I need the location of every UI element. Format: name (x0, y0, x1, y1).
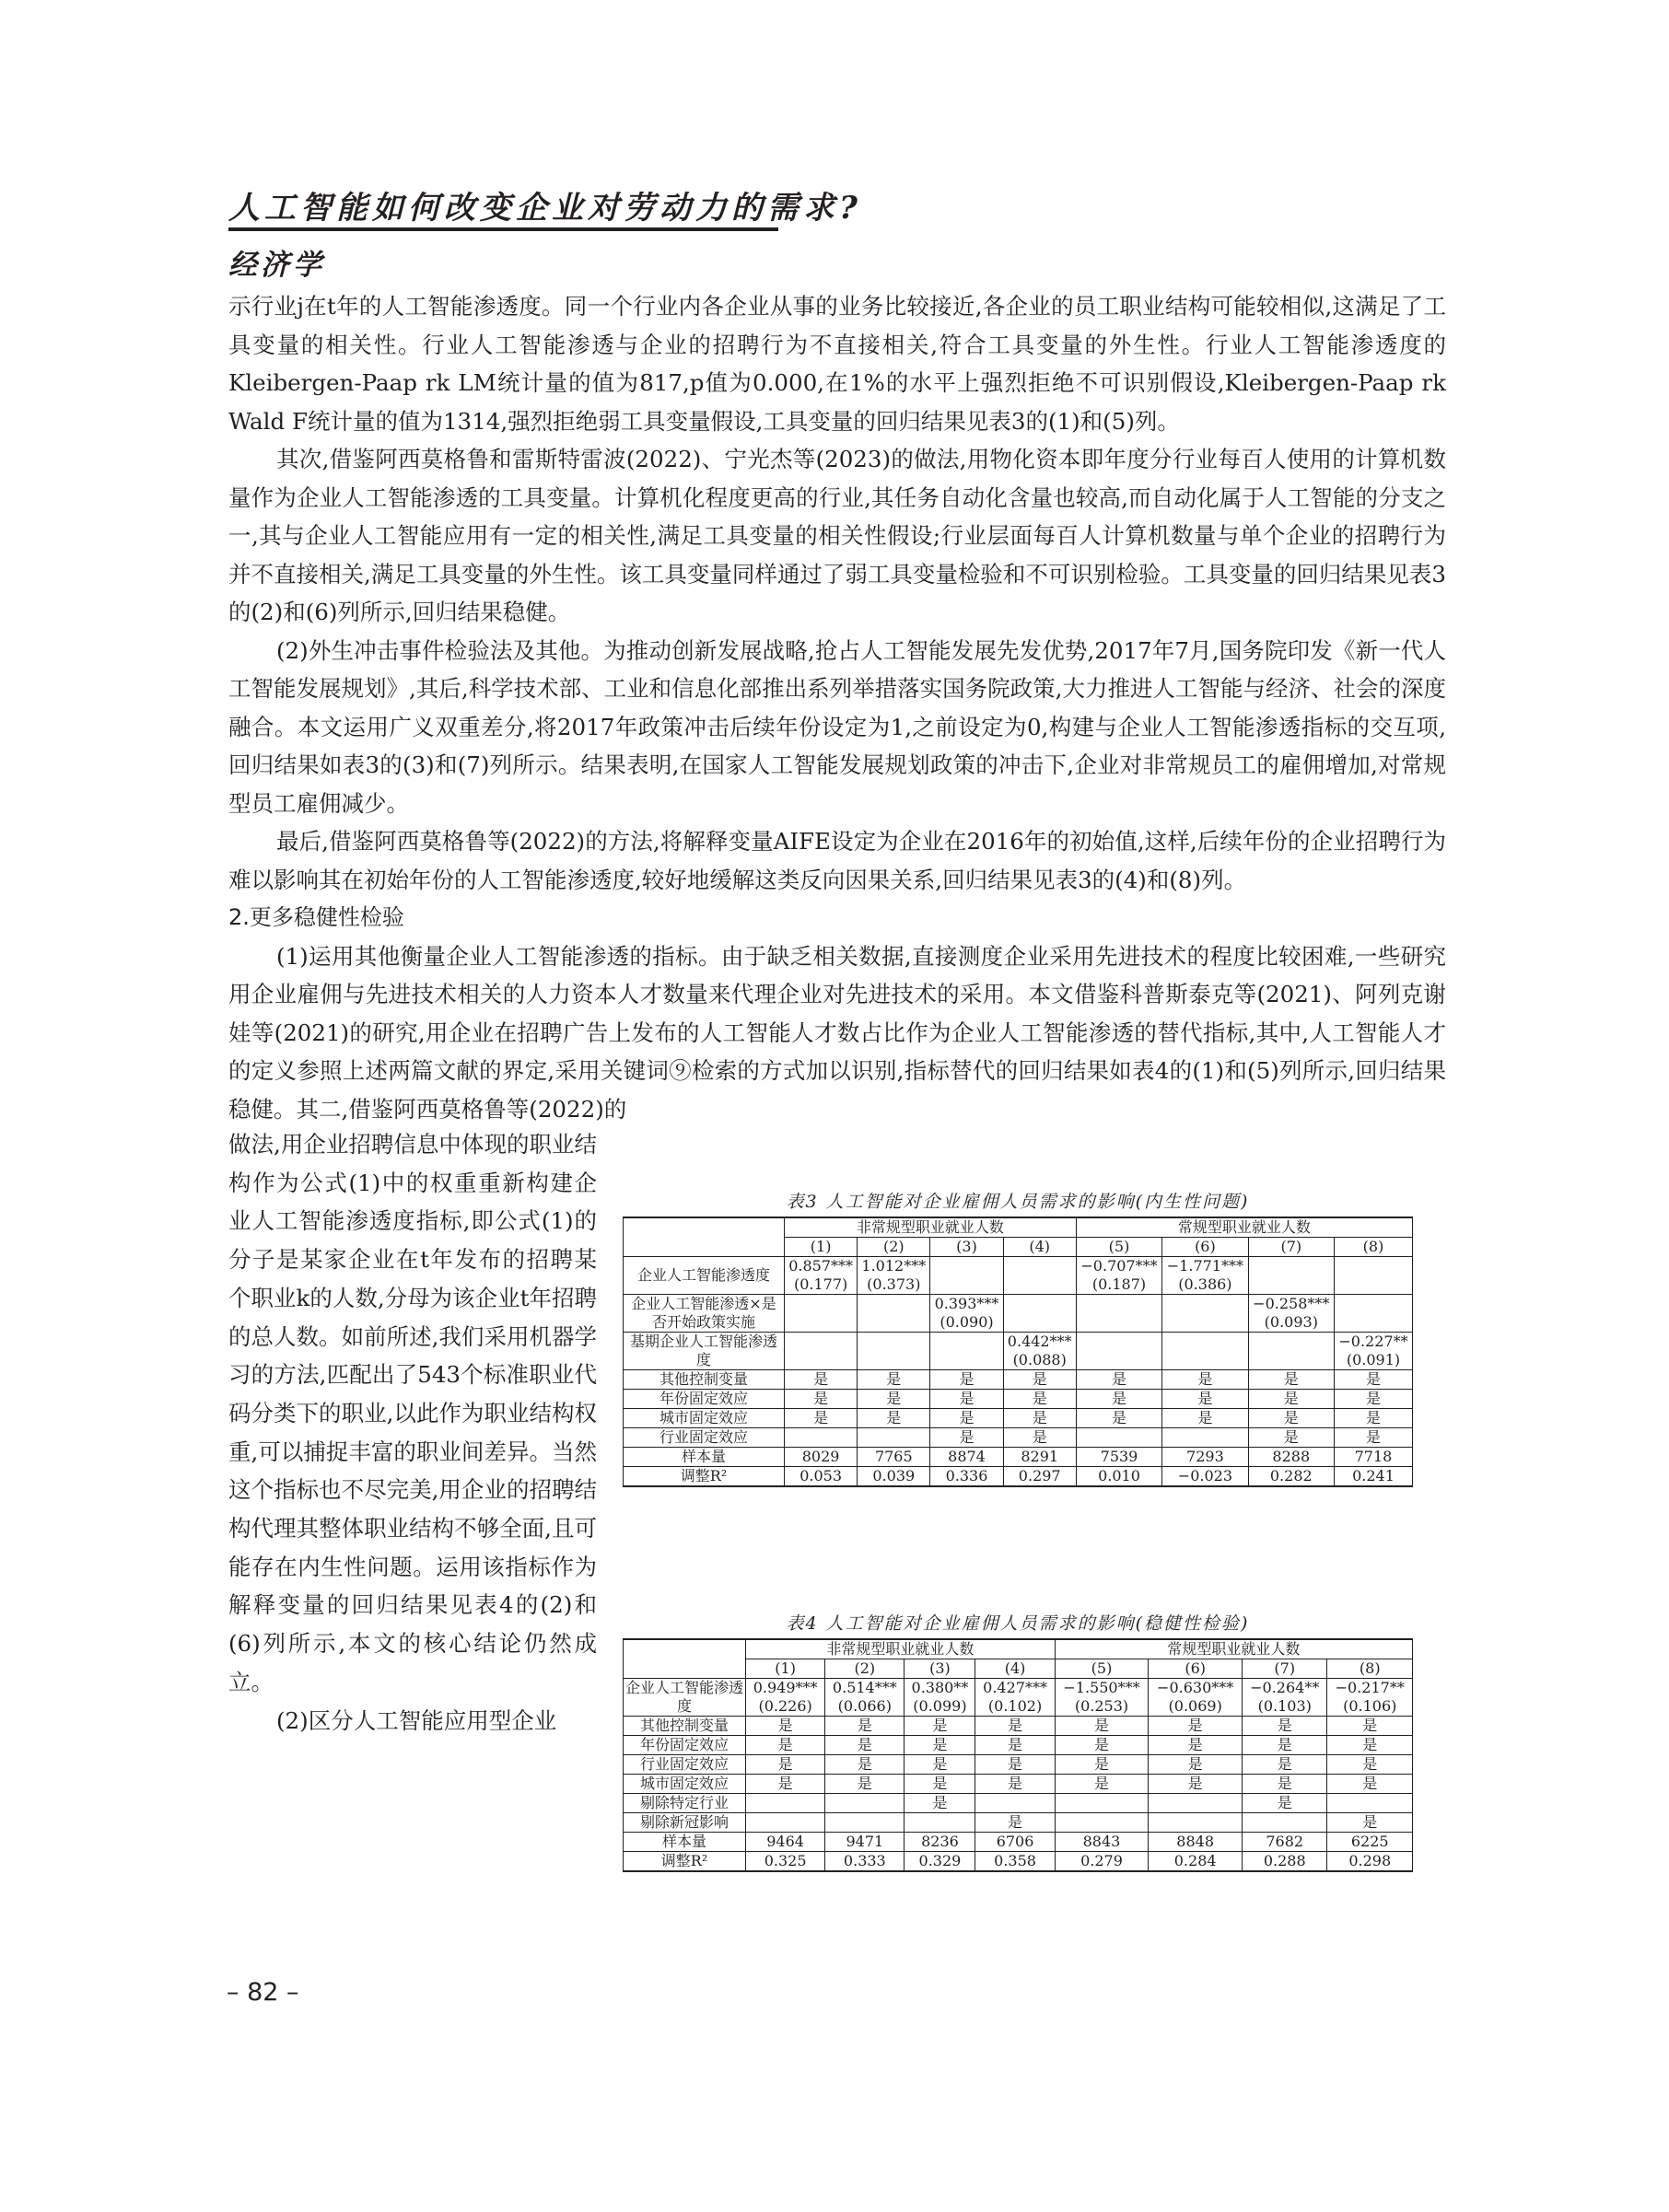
table-cell: 是 (1149, 1755, 1243, 1775)
group-header: 常规型职业就业人数 (1055, 1639, 1412, 1659)
coef: −1.771*** (1166, 1257, 1243, 1275)
std-error: (0.177) (793, 1275, 848, 1293)
paragraph: 示行业j在t年的人工智能渗透度。同一个行业内各企业从事的业务比较接近,各企业的员工职业结构可能较相似,这满足了工具变量的相关性。行业人工智能渗透与企业的招聘行为不直接相关,符合工具变量的外生性。行业人工智能渗透度的Kleibergen-Paap rk LM统计量的值为817,p值为0.000,在1%的水平上强烈拒绝不可识别假设,Kleibergen-Paap rk Wald F统计量的值为1314,强烈拒绝弱工具变量假设,工具变量的回归结果见表3的(1)和(5)列。 (228, 293, 1446, 435)
table-cell: 是 (975, 1813, 1055, 1833)
running-header-title: 人工智能如何改变企业对劳动力的需求? (228, 190, 862, 227)
header-rule (228, 227, 778, 231)
table-cell (858, 1428, 930, 1448)
table-row (624, 1679, 1413, 1717)
table-cell (746, 1813, 825, 1833)
coef: −0.264** (1250, 1679, 1320, 1696)
table-cell (1327, 1794, 1413, 1813)
table-cell: 是 (1149, 1717, 1243, 1736)
std-error: (0.102) (987, 1697, 1043, 1715)
table-cell: 是 (1327, 1755, 1413, 1775)
table-cell: 0.010 (1076, 1467, 1161, 1487)
table-cell: 是 (1076, 1370, 1161, 1390)
table-cell: 是 (1243, 1755, 1327, 1775)
std-error: (0.091) (1346, 1351, 1401, 1368)
table-cell: 是 (905, 1736, 975, 1755)
table-row (624, 1409, 1413, 1428)
table-cell: 0.297 (1003, 1467, 1076, 1487)
table-cell: 是 (1334, 1409, 1412, 1428)
table-cell (1248, 1257, 1334, 1295)
table-cell: 是 (825, 1755, 905, 1775)
table-cell: 是 (1055, 1717, 1149, 1736)
column-header: (7) (1243, 1659, 1327, 1679)
table-cell: 是 (746, 1755, 825, 1775)
table-cell: 是 (1327, 1813, 1413, 1833)
table-cell: 是 (1149, 1775, 1243, 1794)
table-cell: 0.288 (1243, 1852, 1327, 1872)
table-cell: 是 (1327, 1717, 1413, 1736)
header-blank (624, 1639, 746, 1679)
table-cell: 0.039 (858, 1467, 930, 1487)
column-header: (6) (1162, 1238, 1248, 1257)
column-header: (2) (858, 1238, 930, 1257)
table-cell: 是 (1003, 1428, 1076, 1448)
table-cell: 是 (905, 1794, 975, 1813)
table-cell: 是 (785, 1390, 858, 1409)
table-cell: 是 (1055, 1755, 1149, 1775)
table-cell: 7293 (1162, 1448, 1248, 1467)
table-cell (1003, 1257, 1076, 1295)
table-cell: 是 (1003, 1370, 1076, 1390)
row-label: 调整R² (624, 1467, 785, 1487)
table-cell: 是 (1003, 1390, 1076, 1409)
row-label: 剔除新冠影响 (624, 1813, 746, 1833)
coef: −1.550*** (1063, 1679, 1140, 1696)
table-cell: 8874 (930, 1448, 1003, 1467)
table-cell (1243, 1813, 1327, 1833)
coef: 0.442*** (1007, 1333, 1072, 1350)
table-cell: 是 (746, 1717, 825, 1736)
group-header: 非常规型职业就业人数 (746, 1639, 1056, 1659)
table-cell (1334, 1295, 1412, 1333)
table-3 (623, 1188, 1413, 1487)
coef: −0.258*** (1253, 1295, 1330, 1312)
table-cell: 是 (1248, 1370, 1334, 1390)
table-cell (1003, 1333, 1076, 1370)
table-cell: 0.358 (975, 1852, 1055, 1872)
table-cell: 0.284 (1149, 1852, 1243, 1872)
coef: −0.707*** (1080, 1257, 1158, 1275)
table-row (624, 1755, 1413, 1775)
std-error: (0.187) (1091, 1275, 1147, 1293)
table-cell (905, 1813, 975, 1833)
table-cell (1327, 1679, 1413, 1717)
table-cell: 是 (1243, 1736, 1327, 1755)
table-cell (1076, 1428, 1161, 1448)
row-label: 调整R² (624, 1852, 746, 1872)
table-cell (1149, 1813, 1243, 1833)
column-header: (7) (1248, 1238, 1334, 1257)
table-cell: 是 (930, 1428, 1003, 1448)
table-row (624, 1333, 1413, 1370)
table-cell: 0.053 (785, 1467, 858, 1487)
table-cell (975, 1679, 1055, 1717)
table-cell: 是 (825, 1717, 905, 1736)
table-cell: 7718 (1334, 1448, 1412, 1467)
table-cell: 9471 (825, 1833, 905, 1852)
table-cell: 是 (1248, 1428, 1334, 1448)
std-error: (0.226) (758, 1697, 812, 1715)
table-cell (1334, 1257, 1412, 1295)
table-cell: 是 (825, 1736, 905, 1755)
table-row (624, 1833, 1413, 1852)
table-cell: 是 (930, 1409, 1003, 1428)
table-cell (1334, 1333, 1412, 1370)
table-cell (1248, 1295, 1334, 1333)
std-error: (0.088) (1012, 1351, 1067, 1368)
table-cell (825, 1679, 905, 1717)
coef: 0.857*** (788, 1257, 853, 1275)
table-cell (858, 1257, 930, 1295)
header-blank (624, 1217, 785, 1257)
table-cell: 是 (1243, 1717, 1327, 1736)
table-cell: 是 (785, 1409, 858, 1428)
table-cell: 7682 (1243, 1833, 1327, 1852)
table-4 (623, 1610, 1413, 1872)
paragraph: 其次,借鉴阿西莫格鲁和雷斯特雷波(2022)、宁光杰等(2023)的做法,用物化资本即年度分行业每百人使用的计算机数量作为企业人工智能渗透的工具变量。计算机化程度更高的行业,其任务自动化含量也较高,而自动化属于人工智能的分支之一,其与企业人工智能应用有一定的相关性,满足工具变量的相关性假设;行业层面每百人计算机数量与单个企业的招聘行为并不直接相关,满足工具变量的外生性。该工具变量同样通过了弱工具变量检验和不可识别检验。工具变量的回归结果见表3的(2)和(6)列所示,回归结果稳健。 (228, 446, 1446, 625)
table-caption: 表3 人工智能对企业雇佣人员需求的影响(内生性问题) (786, 1192, 1250, 1212)
paragraph: (2)外生冲击事件检验法及其他。为推动创新发展战略,抢占人工智能发展先发优势,2017年7月,国务院印发《新一代人工智能发展规划》,其后,科学技术部、工业和信息化部推出系列举措落实国务院政策,大力推进人工智能与经济、社会的深度融合。本文运用广义双重差分,将2017年政策冲击后续年份设定为1,之前设定为0,构建与企业人工智能渗透指标的交互项,回归结果如表3的(3)和(7)列所示。结果表明,在国家人工智能发展规划政策的冲击下,企业对非常规员工的雇佣增加,对常规型员工雇佣减少。 (228, 636, 1446, 817)
page-number: – 82 – (227, 1978, 299, 2007)
row-label: 行业固定效应 (624, 1428, 785, 1448)
column-header: (1) (785, 1238, 858, 1257)
table-cell: 是 (1327, 1736, 1413, 1755)
table-cell (1055, 1679, 1149, 1717)
table-cell: 0.282 (1248, 1467, 1334, 1487)
table-row (624, 1448, 1413, 1467)
std-error: (0.373) (867, 1275, 921, 1293)
paragraph: (1)运用其他衡量企业人工智能渗透的指标。由于缺乏相关数据,直接测度企业采用先进技术的程度比较困难,一些研究用企业雇佣与先进技术相关的人力资本人才数量来代理企业对先进技术的采用。本文借鉴科普斯泰克等(2021)、阿列克谢娃等(2021)的研究,用企业在招聘广告上发布的人工智能人才数占比作为企业人工智能渗透的替代指标,其中,人工智能人才的定义参照上述两篇文献的界定,采用关键词⑨检索的方式加以识别,指标替代的回归结果如表4的(1)和(5)列所示,回归结果稳健。其二,借鉴阿西莫格鲁等(2022)的 (228, 942, 1446, 1123)
group-header: 非常规型职业就业人数 (785, 1217, 1077, 1238)
table-cell (785, 1333, 858, 1370)
table-cell: 0.329 (905, 1852, 975, 1872)
section-label: 经济学 (228, 249, 325, 282)
table-cell: 8288 (1248, 1448, 1334, 1467)
std-error: (0.066) (837, 1697, 892, 1715)
table-cell: 8029 (785, 1448, 858, 1467)
table-cell: 是 (905, 1775, 975, 1794)
table-cell: 是 (1055, 1775, 1149, 1794)
table-cell: 0.325 (746, 1852, 825, 1872)
table-row (624, 1257, 1413, 1295)
table-cell: 是 (975, 1775, 1055, 1794)
coef: 0.393*** (934, 1295, 999, 1312)
table-cell (905, 1679, 975, 1717)
table-row (624, 1775, 1413, 1794)
table-cell: 是 (1162, 1370, 1248, 1390)
table-cell (1248, 1333, 1334, 1370)
table-cell: 是 (1334, 1428, 1412, 1448)
table-cell (930, 1295, 1003, 1333)
table-cell (1149, 1679, 1243, 1717)
table-cell: 是 (975, 1717, 1055, 1736)
table-cell: 是 (1076, 1409, 1161, 1428)
table-row (624, 1428, 1413, 1448)
table-cell: 是 (930, 1390, 1003, 1409)
table-cell (1162, 1257, 1248, 1295)
row-label: 基期企业人工智能渗透度 (624, 1333, 785, 1370)
table-cell (825, 1794, 905, 1813)
row-label: 样本量 (624, 1833, 746, 1852)
column-header: (6) (1149, 1659, 1243, 1679)
table-cell (930, 1333, 1003, 1370)
table-cell: 是 (1334, 1370, 1412, 1390)
paragraph: (2)区分人工智能应用型企业 (276, 1706, 557, 1734)
table-cell: 0.241 (1334, 1467, 1412, 1487)
row-label: 企业人工智能渗透×是否开始政策实施 (624, 1295, 785, 1333)
table-cell: 8843 (1055, 1833, 1149, 1852)
row-label: 剔除特定行业 (624, 1794, 746, 1813)
coef: −0.227** (1338, 1333, 1408, 1350)
coef: 0.949*** (753, 1679, 818, 1696)
row-label: 其他控制变量 (624, 1370, 785, 1390)
table-row (624, 1852, 1413, 1872)
std-error: (0.103) (1257, 1697, 1312, 1715)
table-row (624, 1467, 1413, 1487)
table-row (624, 1295, 1413, 1333)
group-header: 常规型职业就业人数 (1076, 1217, 1412, 1238)
table-cell: 是 (1076, 1390, 1161, 1409)
table-cell: 是 (825, 1775, 905, 1794)
row-label: 行业固定效应 (624, 1755, 746, 1775)
subsection-heading: 2.更多稳健性检验 (228, 904, 404, 930)
table-cell: 0.298 (1327, 1852, 1413, 1872)
wrapped-text (228, 1125, 597, 1740)
table-cell: 是 (858, 1409, 930, 1428)
table-cell: 7539 (1076, 1448, 1161, 1467)
table-cell: 是 (905, 1717, 975, 1736)
table-cell (746, 1679, 825, 1717)
table-cell: 是 (1162, 1409, 1248, 1428)
table-cell: 8848 (1149, 1833, 1243, 1852)
column-header: (3) (905, 1659, 975, 1679)
column-header: (2) (825, 1659, 905, 1679)
table-cell: 是 (858, 1370, 930, 1390)
table-row (624, 1736, 1413, 1755)
table-cell: 是 (746, 1736, 825, 1755)
table-cell (1076, 1295, 1161, 1333)
column-header: (3) (930, 1238, 1003, 1257)
table-cell (1055, 1813, 1149, 1833)
table-cell: 6706 (975, 1833, 1055, 1852)
table-cell: 是 (1327, 1775, 1413, 1794)
table-cell (1162, 1333, 1248, 1370)
table-cell (785, 1428, 858, 1448)
coef: −0.217** (1335, 1679, 1405, 1696)
table-cell: 是 (1055, 1736, 1149, 1755)
std-error: (0.253) (1074, 1697, 1129, 1715)
table-cell (825, 1813, 905, 1833)
table-cell: 是 (1003, 1409, 1076, 1428)
table-row (624, 1794, 1413, 1813)
table-cell (930, 1257, 1003, 1295)
table-caption: 表4 人工智能对企业雇佣人员需求的影响(稳健性检验) (786, 1613, 1250, 1634)
table-cell: 0.336 (930, 1467, 1003, 1487)
table-row (624, 1370, 1413, 1390)
paragraph: 做法,用企业招聘信息中体现的职业结构作为公式(1)中的权重重新构建企业人工智能渗透度指标,即公式(1)的分子是某家企业在t年发布的招聘某个职业k的人数,分母为该企业t年招聘的总人数。如前所述,我们采用机器学习的方法,匹配出了543个标准职业代码分类下的职业,以此作为职业结构权重,可以捕捉丰富的职业间差异。当然这个指标也不尽完美,用企业的招聘结构代理其整体职业结构不够全面,且可能存在内生性问题。运用该指标作为解释变量的回归结果见表4的(2)和(6)列所示,本文的核心结论仍然成立。 (228, 1131, 597, 1695)
std-error: (0.386) (1178, 1275, 1232, 1293)
column-header: (8) (1334, 1238, 1412, 1257)
table-cell (1149, 1794, 1243, 1813)
std-error: (0.093) (1264, 1313, 1318, 1331)
std-error: (0.069) (1168, 1697, 1222, 1715)
table-cell: 是 (1243, 1775, 1327, 1794)
table-cell (1162, 1295, 1248, 1333)
std-error: (0.090) (940, 1313, 994, 1331)
table-cell: 是 (905, 1755, 975, 1775)
row-label: 城市固定效应 (624, 1775, 746, 1794)
table-cell (1243, 1679, 1327, 1717)
table-cell: 是 (746, 1775, 825, 1794)
coef: 1.012*** (861, 1257, 927, 1275)
table-cell: 9464 (746, 1833, 825, 1852)
table-cell (1162, 1428, 1248, 1448)
body-text (228, 287, 1446, 1128)
table-cell (785, 1257, 858, 1295)
table-cell (785, 1295, 858, 1333)
table-cell: 0.279 (1055, 1852, 1149, 1872)
table-cell: 是 (858, 1390, 930, 1409)
std-error: (0.099) (913, 1697, 967, 1715)
table-row (624, 1390, 1413, 1409)
table-cell: 是 (1243, 1794, 1327, 1813)
table-cell (1076, 1257, 1161, 1295)
table-cell (1055, 1794, 1149, 1813)
table-cell: 是 (1248, 1409, 1334, 1428)
coef: 0.514*** (832, 1679, 897, 1696)
row-label: 其他控制变量 (624, 1717, 746, 1736)
table-cell: 是 (1334, 1390, 1412, 1409)
table-cell (1003, 1295, 1076, 1333)
row-label: 城市固定效应 (624, 1409, 785, 1428)
std-error: (0.106) (1343, 1697, 1397, 1715)
column-header: (5) (1076, 1238, 1161, 1257)
table-cell: 是 (1162, 1390, 1248, 1409)
table-cell: 是 (1248, 1390, 1334, 1409)
table-cell (858, 1295, 930, 1333)
table-cell: 是 (975, 1736, 1055, 1755)
row-label: 年份固定效应 (624, 1390, 785, 1409)
table-cell: 0.333 (825, 1852, 905, 1872)
table-cell: 是 (1149, 1736, 1243, 1755)
column-header: (4) (1003, 1238, 1076, 1257)
row-label: 企业人工智能渗透度 (624, 1679, 746, 1717)
table-cell (858, 1333, 930, 1370)
table-row (624, 1813, 1413, 1833)
table-row (624, 1717, 1413, 1736)
column-header: (1) (746, 1659, 825, 1679)
paragraph: 最后,借鉴阿西莫格鲁等(2022)的方法,将解释变量AIFE设定为企业在2016年的初始值,这样,后续年份的企业招聘行为难以影响其在初始年份的人工智能渗透度,较好地缓解这类反向因果关系,回归结果见表3的(4)和(8)列。 (228, 828, 1446, 893)
table-cell: −0.023 (1162, 1467, 1248, 1487)
table-cell: 是 (975, 1755, 1055, 1775)
table-cell: 8236 (905, 1833, 975, 1852)
column-header: (4) (975, 1659, 1055, 1679)
row-label: 企业人工智能渗透度 (624, 1257, 785, 1295)
table-cell (975, 1794, 1055, 1813)
table-cell (746, 1794, 825, 1813)
table-cell: 7765 (858, 1448, 930, 1467)
row-label: 年份固定效应 (624, 1736, 746, 1755)
table-cell: 是 (930, 1370, 1003, 1390)
table-cell: 8291 (1003, 1448, 1076, 1467)
column-header: (8) (1327, 1659, 1413, 1679)
coef: −0.630*** (1157, 1679, 1234, 1696)
table-cell: 是 (785, 1370, 858, 1390)
row-label: 样本量 (624, 1448, 785, 1467)
table-cell: 6225 (1327, 1833, 1413, 1852)
table-cell (1076, 1333, 1161, 1370)
column-header: (5) (1055, 1659, 1149, 1679)
coef: 0.427*** (983, 1679, 1047, 1696)
coef: 0.380** (911, 1679, 969, 1696)
